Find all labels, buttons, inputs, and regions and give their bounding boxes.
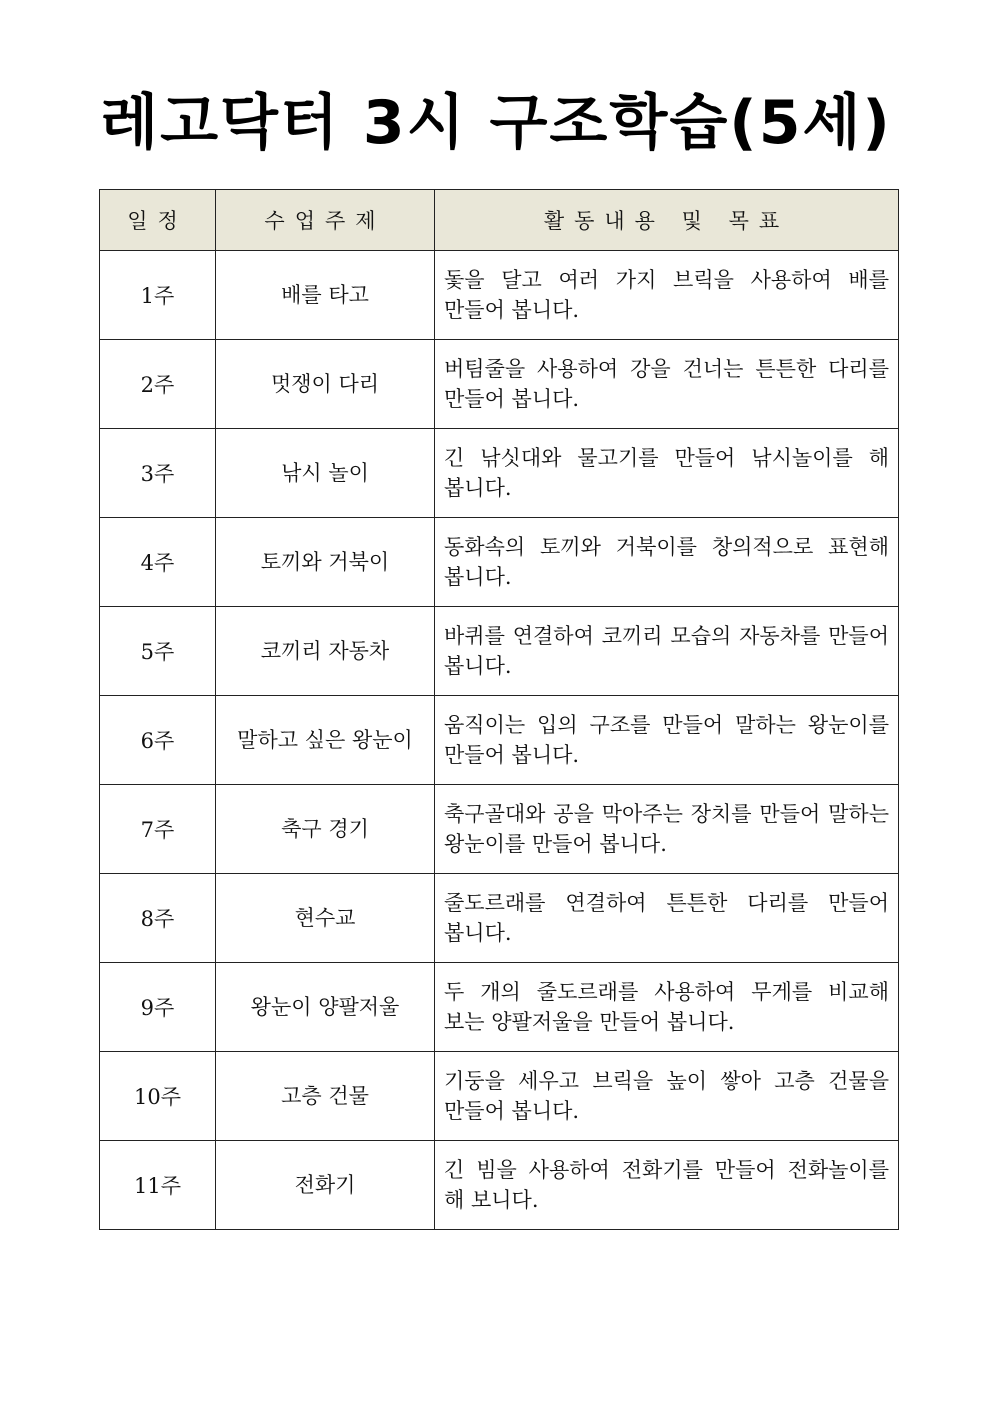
week-cell: 5주 <box>100 607 216 696</box>
table-row <box>100 518 899 607</box>
topic-cell: 말하고 싶은 왕눈이 <box>216 696 435 785</box>
table-row <box>100 607 899 696</box>
topic-cell: 현수교 <box>216 874 435 963</box>
week-cell: 4주 <box>100 518 216 607</box>
week-cell: 7주 <box>100 785 216 874</box>
description-cell: 기둥을 세우고 브릭을 높이 쌓아 고층 건물을 만들어 봅니다. <box>435 1052 899 1141</box>
table-row <box>100 963 899 1052</box>
table-row <box>100 696 899 785</box>
description-cell: 움직이는 입의 구조를 만들어 말하는 왕눈이를 만들어 봅니다. <box>435 696 899 785</box>
week-cell: 6주 <box>100 696 216 785</box>
topic-cell: 토끼와 거북이 <box>216 518 435 607</box>
topic-cell: 축구 경기 <box>216 785 435 874</box>
week-cell: 8주 <box>100 874 216 963</box>
description-cell: 돛을 달고 여러 가지 브릭을 사용하여 배를 만들어 봅니다. <box>435 251 899 340</box>
header-schedule: 일정 <box>100 190 216 251</box>
description-cell: 바퀴를 연결하여 코끼리 모습의 자동차를 만들어 봅니다. <box>435 607 899 696</box>
description-cell: 동화속의 토끼와 거북이를 창의적으로 표현해 봅니다. <box>435 518 899 607</box>
week-cell: 11주 <box>100 1141 216 1230</box>
description-cell: 줄도르래를 연결하여 튼튼한 다리를 만들어 봅니다. <box>435 874 899 963</box>
week-cell: 2주 <box>100 340 216 429</box>
topic-cell: 배를 타고 <box>216 251 435 340</box>
table-row <box>100 429 899 518</box>
topic-cell: 멋쟁이 다리 <box>216 340 435 429</box>
description-cell: 긴 낚싯대와 물고기를 만들어 낚시놀이를 해 봅니다. <box>435 429 899 518</box>
description-cell: 버팀줄을 사용하여 강을 건너는 튼튼한 다리를 만들어 봅니다. <box>435 340 899 429</box>
schedule-table <box>99 189 899 1230</box>
topic-cell: 낚시 놀이 <box>216 429 435 518</box>
header-content: 활동내용 및 목표 <box>435 190 899 251</box>
topic-cell: 코끼리 자동차 <box>216 607 435 696</box>
header-topic: 수업주제 <box>216 190 435 251</box>
table-row <box>100 251 899 340</box>
description-cell: 긴 빔을 사용하여 전화기를 만들어 전화놀이를 해 보니다. <box>435 1141 899 1230</box>
table-row <box>100 785 899 874</box>
page-title: 레고닥터 3시 구조학습(5세) <box>100 88 892 158</box>
week-cell: 3주 <box>100 429 216 518</box>
week-cell: 1주 <box>100 251 216 340</box>
table-header-row <box>100 190 899 251</box>
table-row <box>100 340 899 429</box>
table-row <box>100 1052 899 1141</box>
table-row <box>100 1141 899 1230</box>
topic-cell: 왕눈이 양팔저울 <box>216 963 435 1052</box>
week-cell: 9주 <box>100 963 216 1052</box>
description-cell: 두 개의 줄도르래를 사용하여 무게를 비교해 보는 양팔저울을 만들어 봅니다. <box>435 963 899 1052</box>
table-row <box>100 874 899 963</box>
topic-cell: 고층 건물 <box>216 1052 435 1141</box>
topic-cell: 전화기 <box>216 1141 435 1230</box>
description-cell: 축구골대와 공을 막아주는 장치를 만들어 말하는 왕눈이를 만들어 봅니다. <box>435 785 899 874</box>
week-cell: 10주 <box>100 1052 216 1141</box>
